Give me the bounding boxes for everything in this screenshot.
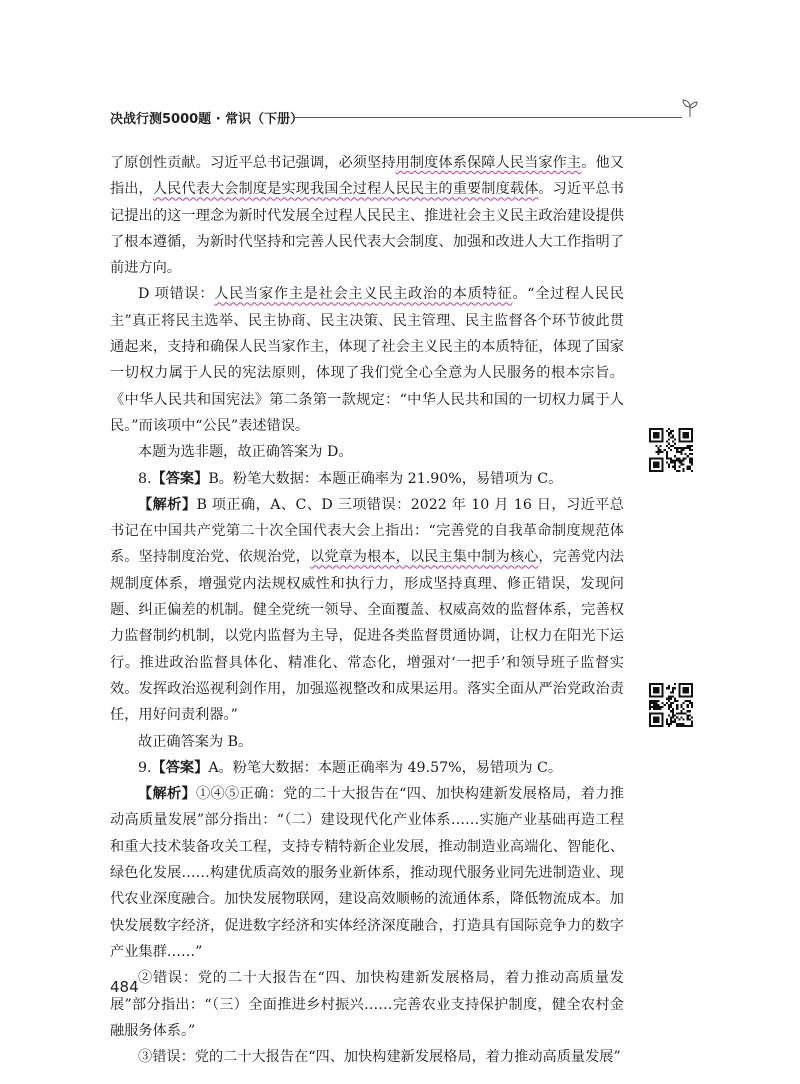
highlighted-phrase: 人民当家作主是社会主义民主政治的本质特征 [214, 286, 513, 303]
qr-code-icon[interactable] [649, 683, 693, 727]
paragraph-option-d [110, 281, 624, 439]
text-segment: 。“全过程人民民主”真正将民主选举、民主协商、民主决策、民主管理、民主监督各个环节彼此贯通起来，支持和确保人民当家作主，体现了社会主义民主的本质特征，体现了国家一切权力属于人民的宪法原则，体现了我们党全心全意为人民服务的根本宗旨。《中华人民共和国宪法》第二条第一款规定：“中华人民共和国的一切权力属于人民。”而该项中“公民”表述错误。 [110, 286, 624, 434]
question-number: 9. [138, 759, 152, 776]
answer-tag: 【答案】 [151, 759, 209, 776]
text-segment: ，完善党内法规制度体系，增强党内法规权威性和执行力，形成坚持真理、修正错误，发现问题、纠正偏差的机制。健全党统一领导、全面覆盖、权威高效的监督体系，完善权力监督制约机制，以党内监督为主导，促进各类监督贯通协调，让权力在阳光下运行。推进政治监督具体化、精准化、常态化，增强对‘一把手’和领导班子监督实效。发挥政治巡视利剑作用，加强巡视整改和成果运用。落实全面从严治党政治责任，用好问责利器。” [110, 549, 624, 724]
answer-tag: 【答案】 [151, 470, 209, 487]
text-segment: 。他又指出， [110, 155, 624, 198]
sprout-leaf-icon [680, 98, 700, 118]
book-title: 决战行测5000题 · 常识（下册） [110, 112, 304, 127]
paragraph-conclusion-8: 故正确答案为 B。 [138, 733, 253, 750]
paragraph-option-3: ③错误：党的二十大报告在“四、加快构建新发展格局，着力推动高质量发展” [138, 1049, 621, 1066]
qr-code-icon[interactable] [649, 428, 693, 472]
text-segment: ①④⑤正确：党的二十大报告在“四、加快构建新发展格局，着力推动高质量发展”部分指出：“（二）建设现代化产业体系……实施产业基础再造工程和重大技术装备攻关工程，支持专精特新企业发展，推动制造业高端化、智能化、绿色化发展……构建优质高效的服务业新体系，推动现代服务业同先进制造业、现代农业深度融合。加快发展物联网，建设高效顺畅的流通体系，降低物流成本。加快发展数字经济，促进数字经济和实体经济深度融合，打造具有国际竞争力的数字产业集群……” [110, 786, 624, 960]
answer-text: B。粉笔大数据：本题正确率为 21.90%，易错项为 C。 [208, 470, 563, 487]
question-number: 8. [138, 470, 152, 487]
page-number: 484 [110, 978, 139, 996]
analysis-tag: 【解析】 [138, 496, 197, 513]
text-segment: D 项错误： [138, 286, 215, 303]
paragraph-continuation [110, 150, 624, 281]
text-segment: B 项正确，A、C、D 三项错误：2022 年 10 月 16 日，习近平总书记在中国共产党第二十次全国代表大会上指出：“完善党的自我革命制度规范体系。坚持制度治党、依规治党， [110, 496, 624, 566]
paragraph-option-2: ②错误：党的二十大报告在“四、加快构建新发展格局，着力推动高质量发展”部分指出：“（三）全面推进乡村振兴……完善农业支持保护制度，健全农村金融服务体系。” [110, 970, 624, 1039]
highlighted-phrase: 人民代表大会制度是实现我国全过程人民民主的重要制度载体 [152, 181, 539, 198]
highlighted-phrase: 以党章为根本，以民主集中制为核心 [309, 549, 539, 566]
answer-9 [110, 755, 624, 781]
highlighted-phrase: 用制度体系保障人民当家作主 [395, 155, 582, 171]
paragraph-conclusion-7: 本题为选非题，故正确答案为 D。 [138, 444, 353, 461]
analysis-9 [110, 781, 624, 965]
analysis-tag: 【解析】 [138, 786, 197, 803]
answer-text: A。粉笔大数据：本题正确率为 49.57%，易错项为 C。 [208, 759, 563, 776]
text-segment: 。习近平总书记提出的这一理念为新时代发展全过程人民民主、推进社会主义民主政治建设提供了根本遵循，为新时代坚持和完善人民代表大会制度、加强和改进人大工作指明了前进方向。 [110, 181, 624, 277]
header-rule [293, 117, 682, 118]
running-header [110, 104, 700, 128]
analysis-8 [110, 492, 624, 729]
text-segment: 了原创性贡献。习近平总书记强调，必须坚持 [110, 155, 396, 171]
main-content [110, 150, 624, 1070]
answer-8 [110, 466, 624, 492]
